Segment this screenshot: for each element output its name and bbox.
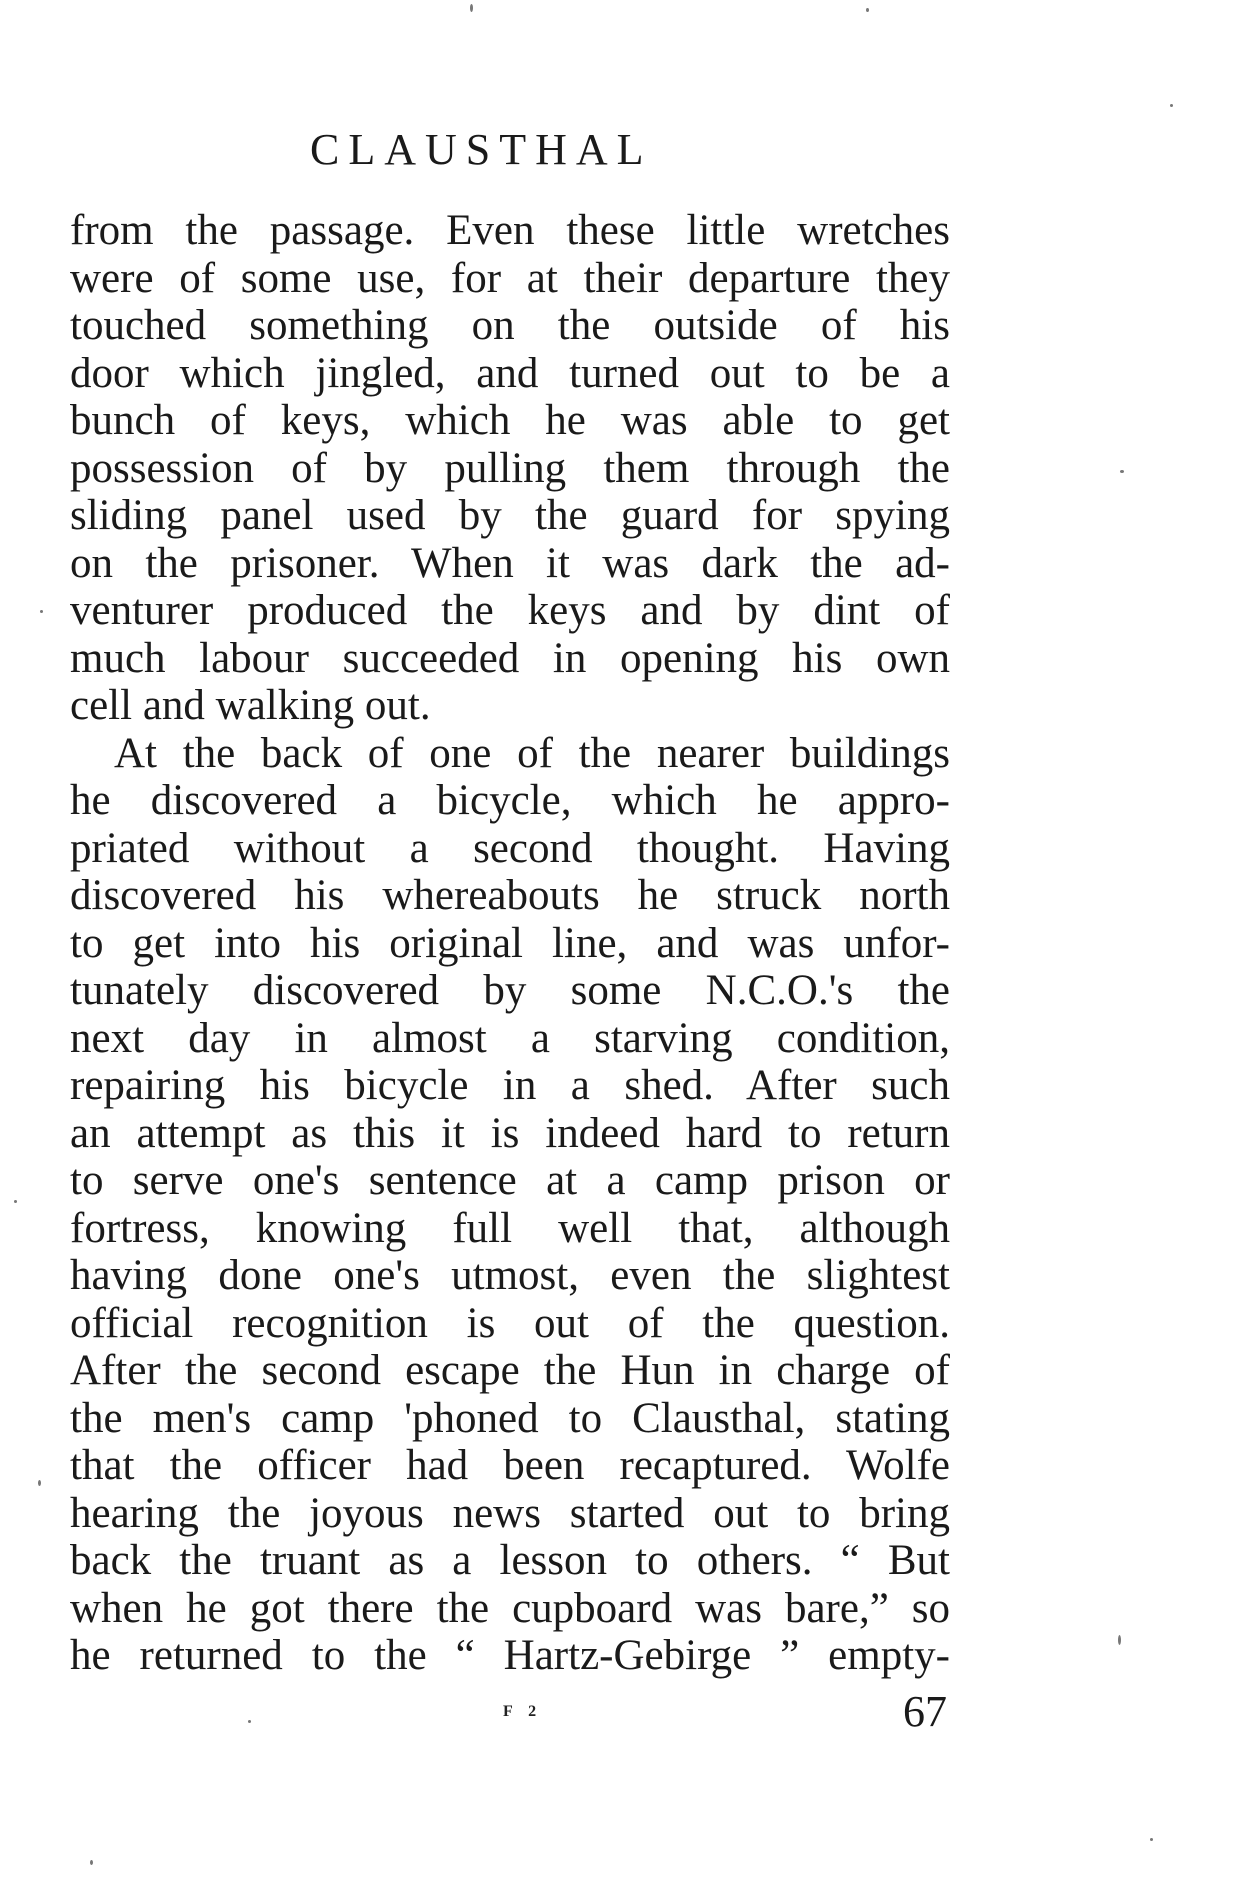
text-line: venturer produced the keys and by dint of (70, 587, 950, 634)
text-line: touched something on the outside of his (70, 302, 950, 349)
paper-speck (40, 610, 43, 613)
body-text (70, 207, 950, 1680)
signature-mark: F 2 (503, 1703, 543, 1720)
paper-speck (248, 1720, 251, 1723)
paper-speck (470, 4, 473, 12)
paper-speck (1170, 104, 1173, 107)
paper-speck (38, 1480, 41, 1486)
text-line: back the truant as a lesson to others. “ But (70, 1537, 950, 1584)
text-line: bunch of keys, which he was able to get (70, 397, 950, 444)
text-line: next day in almost a starving condition, (70, 1014, 950, 1062)
text-line: priated without a second thought. Having (70, 824, 950, 872)
text-line: on the prisoner. When it was dark the ad- (70, 539, 950, 587)
text-line: to serve one's sentence at a camp prison or (70, 1157, 950, 1204)
text-line: he discovered a bicycle, which he appro- (70, 777, 950, 824)
text-line: sliding panel used by the guard for spying (70, 492, 950, 539)
paper-speck (90, 1860, 93, 1865)
text-line: After the second escape the Hun in charge of (70, 1347, 950, 1394)
text-line: repairing his bicycle in a shed. After such (70, 1062, 950, 1109)
text-line: tunately discovered by some N.C.O.'s the (70, 967, 950, 1014)
paper-speck (1150, 1838, 1153, 1841)
text-line: when he got there the cupboard was bare,” so (70, 1584, 950, 1632)
paragraph-start-line: At the back of one of the nearer buildings (114, 729, 950, 777)
text-line: he returned to the “ Hartz-Gebirge ” empty- (70, 1632, 950, 1679)
text-line: from the passage. Even these little wretches (70, 207, 950, 254)
paper-speck (14, 1200, 17, 1203)
text-line: discovered his whereabouts he struck north (70, 872, 950, 919)
text-line: hearing the joyous news started out to bring (70, 1489, 950, 1537)
text-line: possession of by pulling them through the (70, 444, 950, 492)
text-line: an attempt as this it is indeed hard to return (70, 1109, 950, 1157)
text-line: fortress, knowing full well that, although (70, 1204, 950, 1252)
text-line: to get into his original line, and was unfor- (70, 919, 950, 967)
text-line: much labour succeeded in opening his own (70, 634, 950, 682)
paragraph-end-line: cell and walking out. (70, 682, 431, 729)
text-line: door which jingled, and turned out to be a (70, 349, 950, 397)
text-line: official recognition is out of the question. (70, 1299, 950, 1347)
running-head: CLAUSTHAL (310, 125, 653, 174)
text-line: were of some use, for at their departure they (70, 254, 950, 302)
paper-speck (1118, 1635, 1121, 1645)
paper-speck (1120, 470, 1124, 473)
text-line: having done one's utmost, even the slightest (70, 1252, 950, 1299)
text-line: that the officer had been recaptured. Wolfe (70, 1442, 950, 1489)
page-number: 67 (903, 1687, 947, 1736)
paper-speck (866, 8, 869, 12)
text-line: the men's camp 'phoned to Clausthal, stating (70, 1394, 950, 1442)
